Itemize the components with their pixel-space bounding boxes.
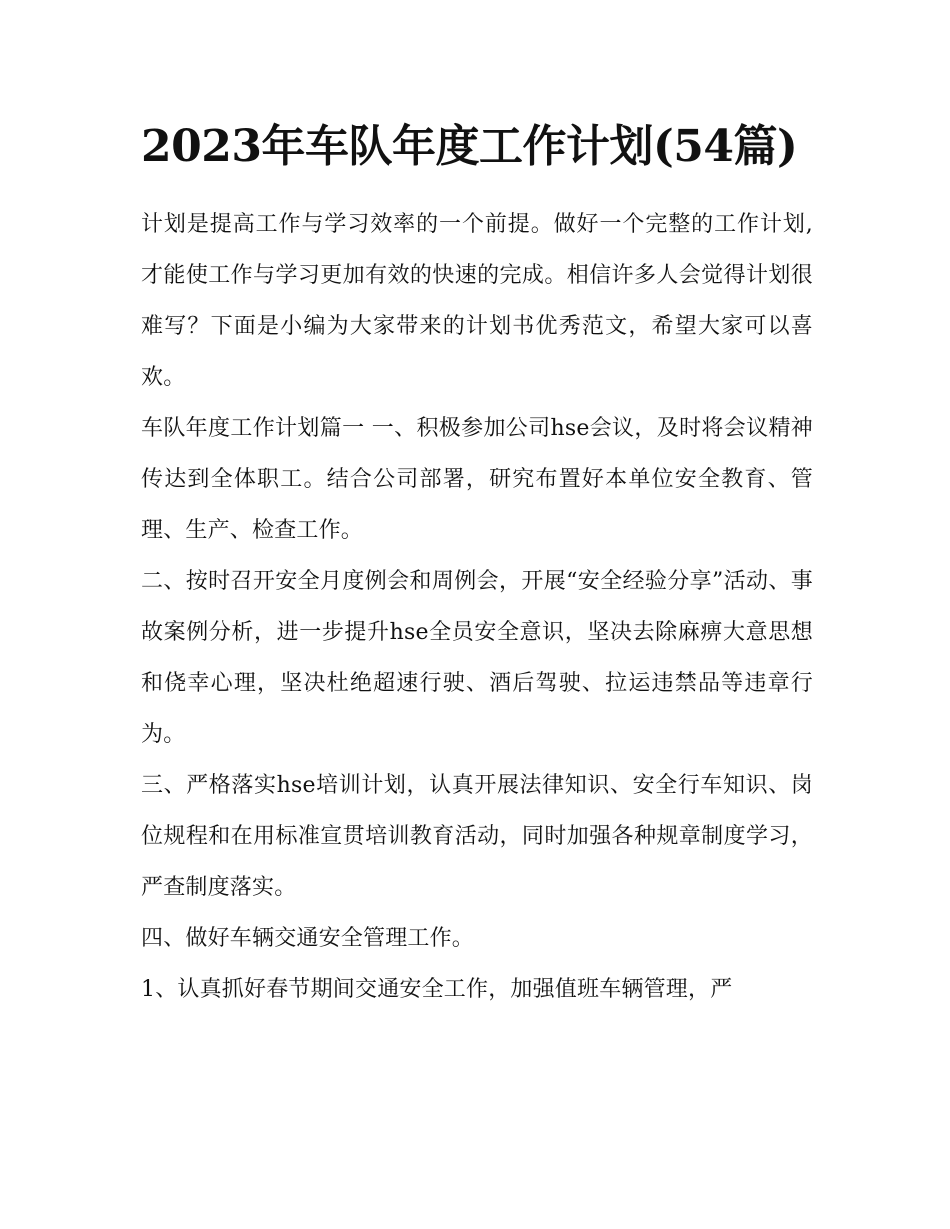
- section-one-paragraph: 车队年度工作计划篇一 一、积极参加公司hse会议，及时将会议精神传达到全体职工。结合公司部署，研究布置好本单位安全教育、管理、生产、检查工作。: [141, 416, 813, 543]
- document-page: [141, 112, 813, 1015]
- section-three-paragraph: 三、严格落实hse培训计划，认真开展法律知识、安全行车知识、岗位规程和在用标准宣贯培训教育活动，同时加强各种规章制度学习，严查制度落实。: [141, 773, 813, 900]
- document-title: 2023年车队年度工作计划(54篇): [141, 121, 798, 172]
- item-one-paragraph: 1、认真抓好春节期间交通安全工作，加强值班车辆管理，严: [141, 977, 733, 1002]
- section-two-paragraph: 二、按时召开安全月度例会和周例会，开展“安全经验分享”活动、事故案例分析，进一步提升hse全员安全意识，坚决去除麻痹大意思想和侥幸心理，坚决杜绝超速行驶、酒后驾驶、拉运违禁品等违章行为。: [141, 569, 813, 747]
- intro-paragraph: 计划是提高工作与学习效率的一个前提。做好一个完整的工作计划,才能使工作与学习更加有效的快速的完成。相信许多人会觉得计划很难写？下面是小编为大家带来的计划书优秀范文，希望大家可以喜欢。: [141, 212, 813, 390]
- section-four-heading: 四、做好车辆交通安全管理工作。: [141, 926, 475, 951]
- document-body: [141, 199, 813, 1015]
